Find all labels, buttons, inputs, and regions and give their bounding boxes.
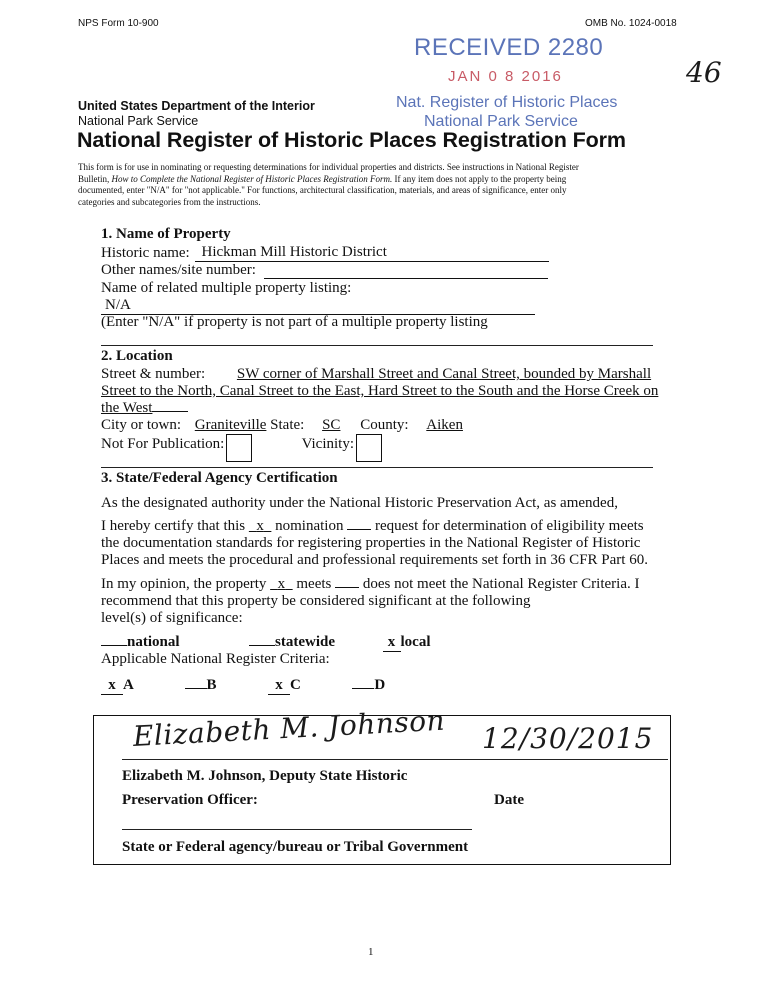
signer-title: Preservation Officer: — [122, 792, 258, 808]
street-row-1 — [101, 366, 651, 383]
certify-line-2: the documentation standards for registering properties in the National Register of Historic — [101, 535, 641, 551]
opinion-text: In my opinion, the property — [101, 576, 267, 592]
criterion-label: C — [290, 677, 301, 693]
level-label: national — [127, 634, 180, 650]
certify-line-3: Places and meets the procedural and professional requirements set forth in 36 CFR Part 60. — [101, 552, 648, 568]
city-state-county-row — [101, 417, 479, 434]
vicinity-label: Vicinity: — [301, 436, 355, 452]
signer-name: Elizabeth M. Johnson, Deputy State Historic — [122, 768, 408, 784]
criterion-b[interactable] — [185, 677, 217, 693]
intro-bulletin-title: How to Complete the National Register of Historic Places Registration Form. — [111, 173, 393, 184]
intro-line — [78, 174, 670, 186]
opinion-line-3: level(s) of significance: — [101, 610, 243, 626]
related-listing-text: Name of related multiple property listing: — [101, 280, 352, 296]
state-value[interactable] — [308, 417, 356, 433]
not-for-publication-label: Not For Publication: — [101, 436, 225, 452]
level-national[interactable] — [101, 634, 180, 650]
significance-levels — [101, 634, 431, 652]
level-local[interactable] — [383, 634, 431, 650]
other-names-row — [101, 262, 548, 279]
certify-text: I hereby certify that this — [101, 518, 246, 534]
service-name: National Park Service — [78, 114, 199, 128]
state-label: State: — [270, 417, 305, 433]
level-mark: x — [383, 634, 401, 652]
street-value-2[interactable]: Street to the North, Canal Street to the East, Hard Street to the South and the Horse Creek on — [101, 383, 659, 399]
stamp-line-1: Nat. Register of Historic Places — [396, 94, 618, 111]
related-listing-label — [101, 280, 351, 297]
does-not-meet-mark[interactable] — [335, 587, 359, 588]
stamp-line-2: National Park Service — [424, 113, 578, 130]
intro-text: If any item does not apply to the property being — [392, 173, 567, 184]
city-value[interactable] — [185, 417, 267, 433]
related-listing-row — [101, 297, 535, 315]
page-number: 1 — [368, 946, 374, 958]
vicinity-checkbox[interactable] — [356, 434, 382, 462]
historic-name-value: Hickman Mill Historic District — [201, 244, 387, 260]
street-row-3 — [101, 400, 188, 417]
intro-line: documented, enter "N/A" for "not applicable." For functions, architectural classification, materials, and areas of significance, enter only — [78, 185, 567, 195]
level-label: local — [400, 634, 431, 650]
opinion-line-1 — [101, 576, 639, 593]
related-listing-value: N/A — [105, 297, 131, 313]
criteria-row — [101, 677, 385, 695]
level-mark — [101, 645, 127, 646]
county-value[interactable] — [412, 417, 479, 433]
city-label: City or town: — [101, 417, 182, 433]
agency-label: State or Federal agency/bureau or Tribal Government — [122, 839, 469, 855]
agency-line[interactable] — [122, 829, 472, 830]
street-value-3[interactable]: the West — [101, 400, 153, 416]
page-title: National Register of Historic Places Registration Form — [77, 128, 626, 152]
criterion-mark: x — [101, 677, 123, 695]
criterion-mark — [352, 688, 374, 689]
section-divider — [101, 345, 653, 346]
opinion-line-2: recommend that this property be considered significant at the following — [101, 593, 531, 609]
does-not-meet-label: does not meet the National Register Criteria. I — [362, 576, 640, 592]
handwritten-number: 46 — [686, 56, 722, 89]
street-label: Street & number: — [101, 366, 206, 382]
county-text: Aiken — [426, 417, 463, 433]
level-statewide[interactable] — [249, 634, 335, 650]
stamp-date: JAN 0 8 2016 — [448, 68, 563, 85]
other-names-label: Other names/site number: — [101, 262, 256, 278]
nomination-label: nomination — [275, 518, 344, 534]
certify-line-1 — [101, 518, 644, 535]
not-for-publication-checkbox[interactable] — [226, 434, 252, 462]
form-number: NPS Form 10-900 — [78, 18, 159, 29]
signature-date: 12/30/2015 — [482, 722, 654, 755]
agency-name: United States Department of the Interior — [78, 99, 315, 113]
omb-number: OMB No. 1024-0018 — [585, 18, 677, 29]
meets-label: meets — [296, 576, 332, 592]
signature: Elizabeth M. Johnson — [132, 703, 446, 753]
nomination-mark[interactable] — [249, 518, 272, 534]
criteria-label: Applicable National Register Criteria: — [101, 651, 330, 667]
signature-line[interactable] — [122, 759, 668, 760]
meets-mark[interactable] — [270, 576, 293, 592]
intro-text: Bulletin, — [78, 173, 112, 184]
criterion-mark — [185, 688, 207, 689]
historic-name-label: Historic name: — [101, 245, 190, 261]
authority-statement: As the designated authority under the National Historic Preservation Act, as amended, — [101, 495, 618, 511]
criterion-label: B — [206, 677, 217, 693]
publication-row — [101, 434, 382, 462]
intro-line: This form is for use in nominating or requesting determinations for individual properties and districts. See instructions in National Register — [78, 162, 579, 172]
street-blank — [152, 411, 188, 412]
other-names-field[interactable] — [264, 264, 548, 279]
request-mark[interactable] — [347, 529, 371, 530]
intro-paragraph — [78, 162, 670, 208]
meets-mark-text: x — [277, 576, 286, 592]
level-mark — [249, 645, 275, 646]
level-label: statewide — [275, 634, 336, 650]
criterion-c[interactable] — [268, 677, 301, 693]
historic-name-field[interactable] — [195, 244, 549, 262]
criterion-mark: x — [268, 677, 290, 695]
street-text: SW corner of Marshall Street and Canal Street, bounded by Marshall — [236, 366, 652, 382]
date-label: Date — [494, 792, 524, 808]
criterion-d[interactable] — [352, 677, 385, 693]
street-value-1[interactable] — [211, 366, 651, 382]
criterion-label: A — [123, 677, 134, 693]
state-text: SC — [322, 417, 341, 433]
request-label: request for determination of eligibility meets — [374, 518, 644, 534]
related-listing-note: (Enter "N/A" if property is not part of a multiple property listing — [101, 314, 488, 330]
city-text: Graniteville — [194, 417, 267, 433]
received-stamp: RECEIVED 2280 — [414, 34, 604, 61]
section-3-heading: 3. State/Federal Agency Certification — [101, 470, 338, 486]
criterion-label: D — [374, 677, 386, 693]
historic-name-row — [101, 244, 549, 262]
county-label: County: — [360, 417, 409, 433]
section-2-heading: 2. Location — [101, 348, 173, 364]
related-listing-field[interactable] — [101, 297, 535, 315]
section-divider — [101, 467, 653, 468]
criterion-a[interactable] — [101, 677, 133, 693]
section-1-heading: 1. Name of Property — [101, 226, 231, 242]
nomination-mark-text: x — [256, 518, 264, 534]
intro-line: categories and subcategories from the instructions. — [78, 196, 261, 207]
